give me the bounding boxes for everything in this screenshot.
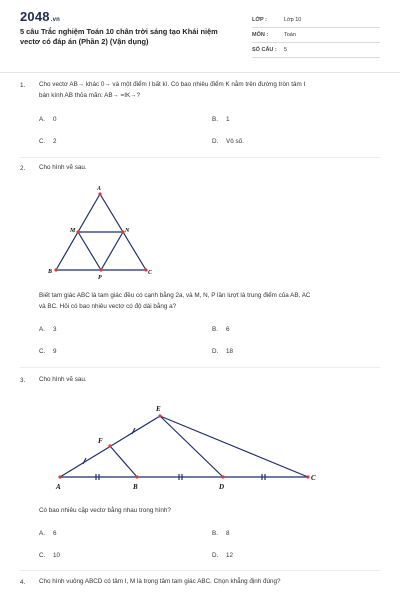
meta-subject-label: MÔN :: [252, 32, 269, 38]
meta-grade-label: LỚP :: [252, 17, 267, 23]
label-c: C: [148, 270, 153, 276]
option-label: B.: [212, 116, 218, 123]
option-label: A.: [39, 326, 45, 333]
point-a: [58, 475, 61, 478]
question-divider: [20, 367, 380, 368]
option-label: B.: [212, 530, 218, 537]
question-2-description: [39, 291, 379, 312]
option-value: 2: [53, 138, 57, 145]
segment-figure: [40, 396, 330, 496]
option-value: 9: [53, 348, 57, 355]
question-4-number: 4.: [20, 579, 26, 586]
question-3-number: 3.: [20, 377, 26, 384]
question-2-text: Cho hình vẽ sau.: [39, 164, 87, 171]
question-3-description: Có bao nhiêu cặp vectơ bằng nhau trong hình?: [39, 507, 171, 514]
label-b: B: [133, 483, 138, 491]
question-3-option-a[interactable]: [39, 530, 57, 537]
site-logo[interactable]: [20, 9, 60, 24]
label-a: A: [97, 186, 102, 192]
question-4-text: Cho hình vuông ABCD có tâm I, M là trọng tâm tam giác ABC. Chọn khẳng định đúng?: [39, 578, 281, 585]
label-b: B: [48, 269, 53, 275]
question-2-description-line1: Biết tam giác ABC là tam giác đều có cạnh bằng 2a, và M, N, P lần lượt là trung điểm của AB, AC: [39, 292, 311, 299]
option-label: D.: [212, 552, 219, 559]
option-value: 0: [53, 116, 57, 123]
question-2-option-d[interactable]: [212, 348, 233, 355]
option-value: 10: [53, 552, 61, 559]
point-a: [98, 192, 101, 195]
option-label: C.: [39, 138, 46, 145]
label-f: F: [98, 437, 103, 445]
option-value: 6: [53, 530, 57, 537]
meta-grade-value: Lớp 10: [284, 17, 302, 23]
question-divider: [20, 157, 380, 158]
point-d: [221, 475, 224, 478]
document-title-line2: vectơ có đáp án (Phần 2) (Vận dụng): [20, 37, 149, 46]
label-c: C: [311, 474, 316, 482]
option-value: 1: [226, 116, 230, 123]
document-title-line1: 5 câu Trắc nghiệm Toán 10 chân trời sáng tạo Khái niệm: [20, 27, 218, 36]
question-2-option-c[interactable]: [39, 348, 57, 355]
option-value: 8: [226, 530, 230, 537]
option-label: D.: [212, 138, 219, 145]
point-m: [76, 230, 79, 233]
label-m: M: [70, 228, 76, 234]
option-label: A.: [39, 530, 45, 537]
question-1-option-a[interactable]: [39, 116, 57, 123]
question-2-description-line2: và BC. Hỏi có bao nhiêu vectơ có độ dài bằng a?: [39, 302, 177, 310]
question-1-text-line1: Cho vectơ AB→ khác 0→ và một điểm I bất kì. Có bao nhiêu điểm K nằm trên đường tròn tâm I: [39, 81, 306, 88]
option-label: D.: [212, 348, 219, 355]
document-title: [20, 27, 232, 47]
label-p: P: [98, 275, 102, 281]
logo-main: 2048: [20, 9, 50, 24]
logo-suffix: .vn: [50, 17, 61, 23]
option-label: A.: [39, 116, 45, 123]
point-b: [54, 268, 57, 271]
point-p: [99, 268, 102, 271]
document-header: [0, 0, 400, 72]
meta-subject: [252, 30, 380, 43]
option-label: B.: [212, 326, 218, 333]
triangle-figure: [40, 180, 170, 285]
option-value: Vô số.: [226, 138, 244, 145]
option-value: 6: [226, 326, 230, 333]
label-n: N: [125, 228, 130, 234]
question-1-number: 1.: [20, 82, 26, 89]
option-value: 3: [53, 326, 57, 333]
question-2-option-b[interactable]: [212, 326, 230, 333]
question-3-text: Cho hình vẽ sau.: [39, 376, 87, 383]
label-d: D: [219, 483, 225, 491]
question-1-option-c[interactable]: [39, 138, 57, 145]
question-3-option-b[interactable]: [212, 530, 230, 537]
question-1-text-line2: bán kính AB thỏa mãn: AB→ =IK→?: [39, 91, 140, 99]
option-value: 18: [226, 348, 234, 355]
meta-count: [252, 45, 380, 58]
point-e: [158, 414, 161, 417]
point-f: [108, 444, 111, 447]
question-2-option-a[interactable]: [39, 326, 57, 333]
option-label: C.: [39, 552, 46, 559]
meta-count-label: SỐ CÂU :: [252, 47, 277, 53]
option-value: 12: [226, 552, 234, 559]
question-3-option-d[interactable]: [212, 552, 233, 559]
point-b: [135, 475, 138, 478]
question-1-option-d[interactable]: [212, 138, 244, 145]
option-label: C.: [39, 348, 46, 355]
meta-grade: [252, 15, 380, 28]
label-a: A: [56, 483, 61, 491]
question-3-option-c[interactable]: [39, 552, 60, 559]
question-2-number: 2.: [20, 165, 26, 172]
label-e: E: [156, 405, 161, 413]
question-1-text: [39, 80, 379, 101]
header-divider: [0, 72, 400, 73]
meta-subject-value: Toán: [284, 32, 296, 38]
question-divider: [20, 570, 380, 571]
point-c: [306, 475, 309, 478]
meta-count-value: 5: [284, 47, 288, 53]
question-1-option-b[interactable]: [212, 116, 230, 123]
